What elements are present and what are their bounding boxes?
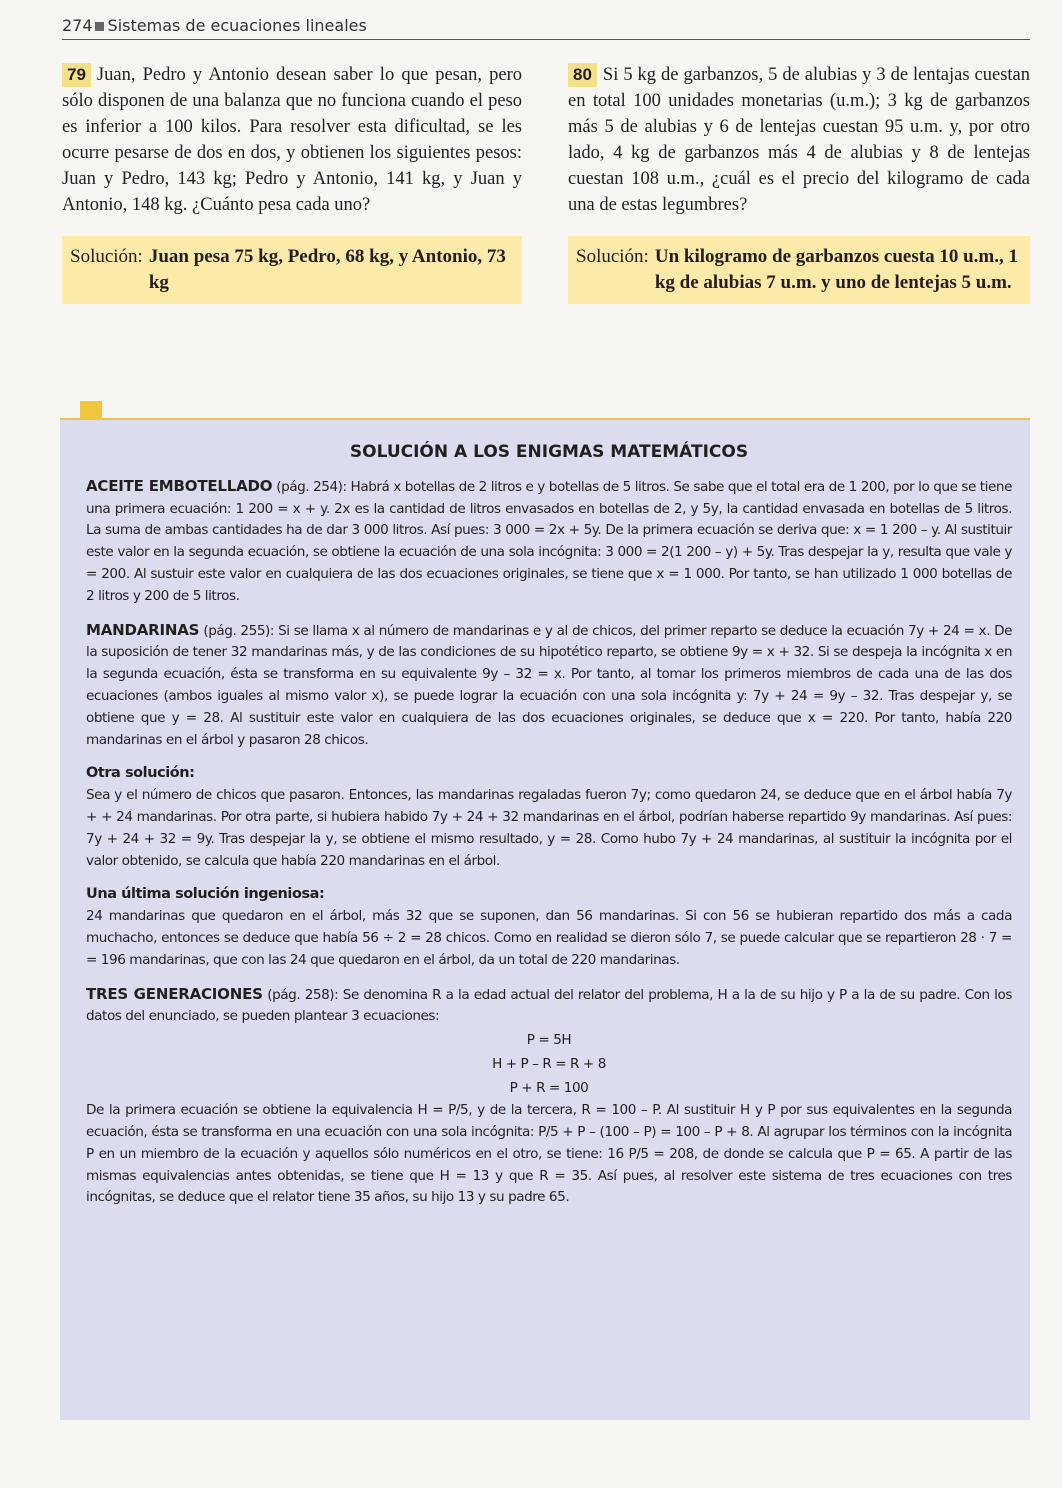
- problem-80: [568, 62, 1030, 304]
- equation-2: H + P – R = R + 8: [492, 1056, 606, 1073]
- problem-text: [568, 62, 1030, 218]
- subheading: Una última solución ingeniosa:: [86, 886, 325, 903]
- enigma-marker-square: [80, 401, 102, 419]
- enigma-ref: (pág. 254):: [272, 478, 351, 495]
- problem-number: 80: [568, 63, 597, 87]
- enigma-text: De la primera ecuación se obtiene la equivalencia H = P/5, y de la tercera, R = 100 – P. Al sustituir H y P por sus equivalentes en la segunda ecuación, ésta se transforma en una ecuación con una sola incógnita: P/5 + P – (100 – P) = 100 – P + 8. Al agrupar los términos con la incógnita P en un miembro de la ecuación y aquellos sólo numéricos en el otro, se tiene: 16 P/5 = 208, de donde se calcula que P = 65. A partir de las mismas equivalencias antes obtenidas, se tiene que H = 13 y que R = 35. Así pues, al resolver este sistema de tres ecuaciones con tres incógnitas, se deduce que el relator tiene 35 años, su hijo 13 y su padre 65.: [86, 1102, 1012, 1206]
- solution-box: [62, 236, 522, 304]
- enigmas-panel: [60, 420, 1030, 1420]
- enigma-ultima-solucion: [86, 884, 1012, 971]
- enigma-text: Sea y el número de chicos que pasaron. Entonces, las mandarinas regaladas fueron 7y; como quedaron 24, se deduce que en el árbol había 7y + + 24 mandarinas. Por otra parte, si hubiera habido 7y + 24 + 32 mandarinas en el árbol, podrían haberse repartido 9y mandarinas. Así pues: 7y + 24 + 32 = 9y. Tras despejar la y, se obtiene el mismo resultado, y = 28. Como hubo 7y + 24 mandarinas, al sustituir la incógnita por el valor obtenido, se calcula que había 220 mandarinas en el árbol.: [86, 787, 1012, 869]
- problem-text: [62, 62, 522, 218]
- page-header: [62, 16, 1030, 40]
- enigma-ref: (pág. 258):: [262, 986, 343, 1003]
- subheading: Otra solución:: [86, 765, 195, 782]
- solution-answer: Un kilogramo de garbanzos cuesta 10 u.m., 1 kg de alubias 7 u.m. y uno de lentejas 5 u.m.: [654, 246, 1018, 293]
- enigma-intro: Se denomina R a la edad actual del relator del problema, H a la de su hijo y P a la de su padre. Con los datos del enunciado, se pueden plantear 3 ecuaciones:: [86, 986, 1012, 1025]
- enigma-ref: (pág. 255):: [199, 622, 279, 639]
- enigma-text: Si se llama x al número de mandarinas e y al de chicos, del primer reparto se deduce la ecuación 7y + 24 = x. De la suposición de tener 32 mandarinas más, y de las condiciones de su hipotético reparto, se obtiene 9y = x + 32. Si se despeja la incógnita x en la segunda ecuación, ésta se transforma en su equivalente 9y – 32 = x. Por tanto, al tomar los primeros miembros de cada una de las dos ecuaciones (ambos iguales al mismo valor x), se puede lograr la ecuación con una sola incógnita y: 7y + 24 = 9y – 32. Tras despejar y, se obtiene que y = 28. Al sustituir este valor en cualquiera de las dos ecuaciones originales, se deduce que x = 220. Por tanto, había 220 mandarinas en el árbol y pasaron 28 chicos.: [86, 622, 1013, 748]
- enigmas-content: [86, 434, 1012, 1221]
- enigma-aceite: [86, 476, 1012, 608]
- problem-statement: Si 5 kg de garbanzos, 5 de alubias y 3 de lentajas cuestan en total 100 unidades monetarias (u.m.); 3 kg de garbanzos más 5 de alubias y 6 de lentejas cuestan 95 u.m. y, por otro lado, 4 kg de garbanzos más 4 de alubias y 8 de lentejas cuestan 108 u.m., ¿cuál es el precio del kilogramo de cada una de estas legumbres?: [568, 65, 1030, 215]
- equation-3: P + R = 100: [509, 1080, 589, 1097]
- solution-label: Solución:: [70, 246, 143, 267]
- problem-statement: Juan, Pedro y Antonio desean saber lo que pesan, pero sólo disponen de una balanza que no funciona cuando el peso es inferior a 100 kilos. Para resolver esta dificultad, se les ocurre pesarse de dos en dos, y obtienen los siguientes pesos: Juan y Pedro, 143 kg; Pedro y Antonio, 141 kg, y Juan y Antonio, 148 kg. ¿Cuánto pesa cada uno?: [62, 65, 522, 215]
- enigma-tres-generaciones: [86, 984, 1012, 1210]
- section-title: Sistemas de ecuaciones lineales: [107, 16, 367, 35]
- enigma-otra-solucion: [86, 763, 1012, 872]
- enigma-heading: ACEITE EMBOTELLADO: [86, 476, 273, 495]
- header-square-icon: [95, 22, 104, 31]
- solution-answer: Juan pesa 75 kg, Pedro, 68 kg, y Antonio, 73 kg: [148, 246, 506, 293]
- enigma-heading: TRES GENERACIONES: [86, 984, 263, 1003]
- enigmas-title: SOLUCIÓN A LOS ENIGMAS MATEMÁTICOS: [349, 442, 749, 462]
- solution-box: [568, 236, 1030, 304]
- solution-label: Solución:: [576, 246, 649, 267]
- enigma-heading: MANDARINAS: [86, 620, 200, 639]
- enigma-text: Habrá x botellas de 2 litros e y botellas de 5 litros. Se sabe que el total era de 1 200, por lo que se tiene una primera ecuación: 1 200 = x + y. 2x es la cantidad de litros envasados en botellas de 2, y 5y, la cantidad envasada en botellas de 5 litros. La suma de ambas cantidades ha de dar 3 000 litros. Así pues: 3 000 = 2x + 5y. De la primera ecuación se deriva que: x = 1 200 – y. Al sustituir este valor en la segunda ecuación, se obtiene la ecuación de una sola incógnita: 3 000 = 2(1 200 – y) + 5y. Tras despejar la y, resulta que vale y = 200. Al sustuir este valor en cualquiera de las dos ecuaciones originales, se tiene que x = 1 000. Por tanto, se han utilizado 1 000 botellas de 2 litros y 200 de 5 litros.: [86, 478, 1013, 604]
- problem-number: 79: [62, 63, 91, 87]
- equation-1: P = 5H: [526, 1032, 572, 1049]
- problem-79: [62, 62, 522, 304]
- enigma-text: 24 mandarinas que quedaron en el árbol, más 32 que se suponen, dan 56 mandarinas. Si con 56 se hubieran repartido dos más a cada muchacho, entonces se deduce que había 56 ÷ 2 = 28 chicos. Como en realidad se dieron sólo 7, se puede calcular que se repartieron 28 · 7 = = 196 mandarinas, que con las 24 que quedaron en el árbol, da un total de 220 mandarinas.: [86, 908, 1012, 968]
- page-number: 274: [62, 16, 93, 35]
- enigma-mandarinas: [86, 620, 1012, 752]
